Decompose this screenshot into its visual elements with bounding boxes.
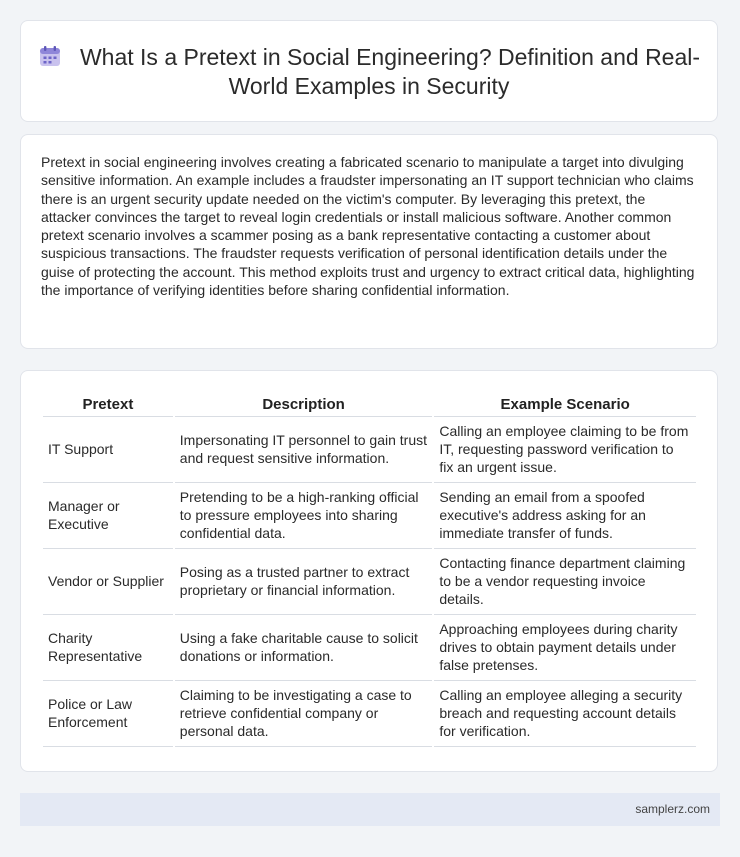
page-title-text: What Is a Pretext in Social Engineering? Definition and Real-World Examples in Security bbox=[79, 44, 701, 99]
cell-example: Sending an email from a spoofed executive's address asking for an immediate transfer of funds. bbox=[434, 483, 696, 549]
cell-example: Contacting finance department claiming to be a vendor requesting invoice details. bbox=[434, 549, 696, 615]
table-row bbox=[43, 417, 696, 483]
intro-card bbox=[20, 134, 718, 349]
intro-paragraph: Pretext in social engineering involves creating a fabricated scenario to manipulate a target into divulging sensitive information. An example includes a fraudster impersonating an IT support technician who claims there is an urgent security update needed on the victim's computer. By leveraging this pretext, the attacker convinces the target to reveal login credentials or install malicious software. Another common pretext scenario involves a scammer posing as a bank representative contacting a customer about suspicious transactions. The fraudster requests verification of personal identification details under the guise of protecting the account. This method exploits trust and urgency to extract critical data, highlighting the importance of verifying identities before sharing confidential information. bbox=[41, 154, 695, 299]
page-title bbox=[21, 43, 717, 101]
column-header-example: Example Scenario bbox=[434, 393, 696, 417]
column-header-description: Description bbox=[175, 393, 433, 417]
table-row bbox=[43, 483, 696, 549]
footer-site-link[interactable]: samplerz.com bbox=[635, 802, 710, 816]
cell-description: Pretending to be a high-ranking official to pressure employees into sharing confidential data. bbox=[175, 483, 433, 549]
cell-description: Impersonating IT personnel to gain trust and request sensitive information. bbox=[175, 417, 433, 483]
cell-example: Calling an employee claiming to be from IT, requesting password verification to fix an urgent issue. bbox=[434, 417, 696, 483]
pretext-table bbox=[41, 393, 698, 747]
table-row bbox=[43, 615, 696, 681]
cell-example: Approaching employees during charity drives to obtain payment details under false pretenses. bbox=[434, 615, 696, 681]
cell-description: Using a fake charitable cause to solicit donations or information. bbox=[175, 615, 433, 681]
cell-pretext: Charity Representative bbox=[43, 615, 173, 681]
cell-description: Claiming to be investigating a case to retrieve confidential company or personal data. bbox=[175, 681, 433, 747]
cell-description: Posing as a trusted partner to extract proprietary or financial information. bbox=[175, 549, 433, 615]
table-row bbox=[43, 549, 696, 615]
title-card bbox=[20, 20, 718, 122]
calendar-icon bbox=[38, 44, 62, 68]
cell-example: Calling an employee alleging a security breach and requesting account details for verification. bbox=[434, 681, 696, 747]
table-row bbox=[43, 681, 696, 747]
cell-pretext: Manager or Executive bbox=[43, 483, 173, 549]
footer bbox=[20, 793, 720, 826]
table-card bbox=[20, 370, 718, 772]
column-header-pretext: Pretext bbox=[43, 393, 173, 417]
cell-pretext: Vendor or Supplier bbox=[43, 549, 173, 615]
cell-pretext: Police or Law Enforcement bbox=[43, 681, 173, 747]
cell-pretext: IT Support bbox=[43, 417, 173, 483]
table-header-row bbox=[43, 393, 696, 417]
